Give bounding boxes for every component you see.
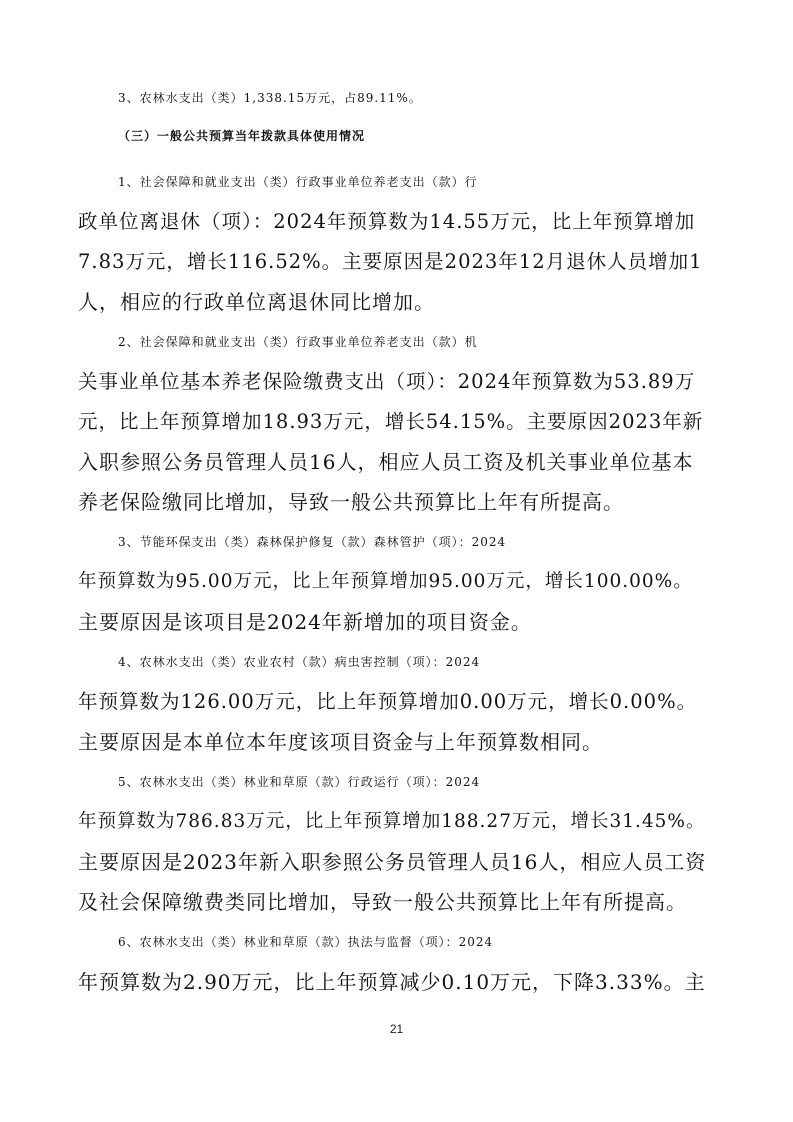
text-line: 年预算数为2.90万元，比上年预算减少0.10万元，下降3.33%。主 [78, 970, 706, 994]
text-line: 1、社会保障和就业支出（类）行政事业单位养老支出（款）行 [118, 175, 478, 189]
text-line: 5、农林水支出（类）林业和草原（款）行政运行（项）：2024 [118, 775, 481, 789]
page-number: 21 [389, 1022, 404, 1036]
text-line: 3、农林水支出（类）1,338.15万元，占89.11%。 [118, 91, 422, 105]
text-line: 年预算数为786.83万元，比上年预算增加188.27万元，增长31.45%。 [78, 811, 706, 832]
section-heading: （三）一般公共预算当年拨款具体使用情况 [118, 129, 366, 143]
text-line: 人，相应的行政单位离退休同比增加。 [78, 290, 435, 314]
text-line: 主要原因是2023年新入职参照公务员管理人员16人，相应人员工资 [78, 850, 707, 874]
text-line: 元，比上年预算增加18.93万元，增长54.15%。主要原因2023年新 [78, 410, 704, 433]
text-line: 入职参照公务员管理人员16人，相应人员工资及机关事业单位基本 [78, 450, 694, 474]
text-line: 养老保险缴同比增加，导致一般公共预算比上年有所提高。 [78, 490, 624, 514]
text-line: 2、社会保障和就业支出（类）行政事业单位养老支出（款）机 [118, 335, 478, 349]
text-line: 及社会保障缴费类同比增加，导致一般公共预算比上年有所提高。 [78, 890, 687, 914]
text-line: 6、农林水支出（类）林业和草原（款）执法与监督（项）：2024 [118, 935, 494, 949]
text-line: 主要原因是该项目是2024年新增加的项目资金。 [78, 610, 532, 634]
text-line: 年预算数为95.00万元，比上年预算增加95.00万元，增长100.00%。 [78, 571, 693, 592]
text-line: 3、节能环保支出（类）森林保护修复（款）森林管护（项）：2024 [118, 535, 507, 549]
text-line: 关事业单位基本养老保险缴费支出（项）：2024年预算数为53.89万 [78, 370, 696, 393]
text-line: 政单位离退休（项）：2024年预算数为14.55万元，比上年预算增加 [78, 210, 696, 233]
text-line: 年预算数为126.00万元，比上年预算增加0.00万元，增长0.00%。 [78, 690, 698, 713]
text-line: 4、农林水支出（类）农业农村（款）病虫害控制（项）：2024 [118, 655, 481, 669]
text-line: 7.83万元，增长116.52%。主要原因是2023年12月退休人员增加1 [78, 250, 703, 273]
text-line: 主要原因是本单位本年度该项目资金与上年预算数相同。 [78, 730, 603, 754]
